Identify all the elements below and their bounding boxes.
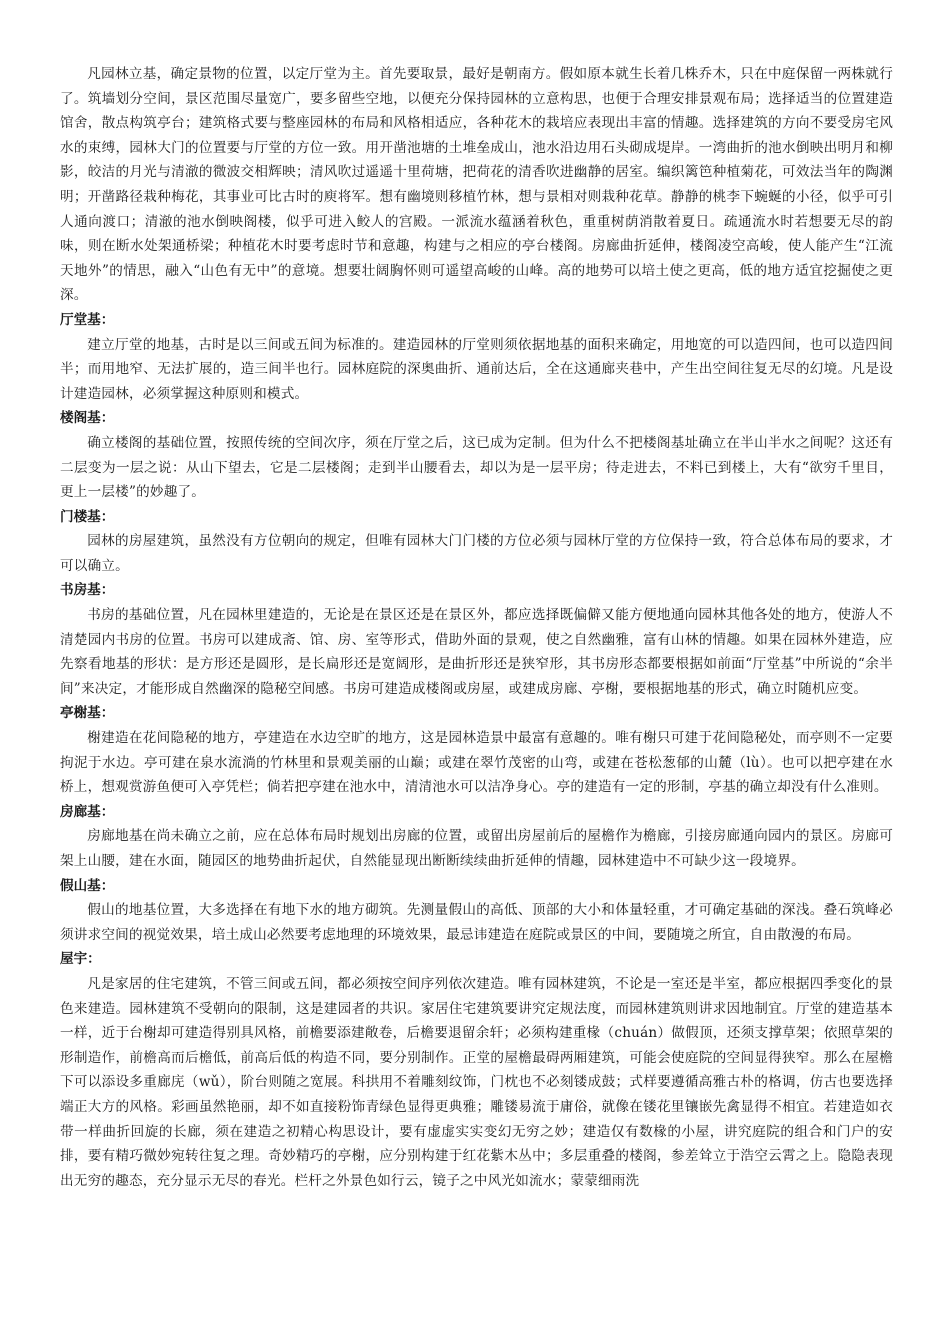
section-heading-rockery: 假山基： — [60, 877, 115, 894]
section-body-hall: 建立厅堂的地基，古时是以三间或五间为标准的。建造园林的厅堂则须依据地基的面积来确定，用地宽的可以造四间，也可以造四间半；而用地窄、无法扩展的，造三间半也行。园林庭院的深奥曲折、通前达后，全在这通廊夹巷中，产生出空间往复无尽的幻境。凡是设计建造园林，必须掌握这种原则和模式。 — [60, 336, 893, 402]
document-page — [60, 62, 893, 1193]
section-heading-pavilion-tower: 楼阁基： — [60, 410, 115, 427]
section-body-corridor: 房廊地基在尚未确立之前，应在总体布局时规划出房廊的位置，或留出房屋前后的屋檐作为檐廊，引接房廊通向园内的景区。房廊可架上山腰，建在水面，随园区的地势曲折起伏，自然能显现出断断续续曲折延伸的情趣，园林建造中不可缺少这一段境界。 — [60, 828, 893, 869]
section-body-pavilion-tower: 确立楼阁的基础位置，按照传统的空间次序，须在厅堂之后，这已成为定制。但为什么不把楼阁基址确立在半山半水之间呢？这还有二层变为一层之说：从山下望去，它是二层楼阁；走到半山腰看去，却以为是一层平房；待走进去，不料已到楼上，大有“欲穷千里目，更上一层楼”的妙趣了。 — [60, 434, 893, 501]
section-heading-hall: 厅堂基： — [60, 311, 115, 328]
section-body-gate-tower: 园林的房屋建筑，虽然没有方位朝向的规定，但唯有园林大门门楼的方位必须与园林厅堂的方位保持一致，符合总体布局的要求，才可以确立。 — [60, 533, 893, 574]
section-heading-gate-tower: 门楼基： — [60, 508, 115, 525]
section-body-buildings: 凡是家居的住宅建筑，不管三间或五间，都必须按空间序列依次建造。唯有园林建筑，不论是一室还是半室，都应根据四季变化的景色来建造。园林建筑不受朝向的限制，这是建园者的共识。家居住宅建筑要讲究定规法度，而园林建筑则讲求因地制宜。厅堂的建造基本一样，近于台榭却可建造得别具风格，前檐要添建敞卷，后檐要退留余轩；必须构建重椽（chuán）做假顶，还须支撑草架；依照草架的形制造作，前檐高而后檐低，前高后低的构造不同，要分别制作。正堂的屋檐最碍两厢建筑，可能会使庭院的空间显得狭窄。那么在屋檐下可以添设多重廊庑（wǔ），阶台则随之宽展。科拱用不着雕刻纹饰，门枕也不必刻镂成鼓；式样要遵循高雅古朴的格调，仿古也要选择端正大方的风格。彩画虽然艳丽，却不如直接粉饰青绿色显得更典雅；雕镂易流于庸俗，就像在镂花里镶嵌先禽显得不相宜。若建造如衣带一样曲折回旋的长廊，须在建造之初精心构思设计，要有虚虚实实变幻无穷之妙；建造仅有数椽的小屋，讲究庭院的组合和门户的安排，要有精巧微妙宛转往复之理。奇妙精巧的亭榭，应分别构建于红花紫木丛中；多层重叠的楼阁，参差耸立于浩空云霄之上。隐隐表现出无穷的趣态，充分显示无尽的春光。栏杆之外景色如行云，镜子之中风光如流水；蒙蒙细雨洗 — [60, 975, 893, 1189]
section-heading-kiosk: 亭榭基： — [60, 705, 115, 722]
section-heading-study: 书房基： — [60, 582, 115, 599]
section-body-kiosk: 榭建造在花间隐秘的地方，亭建造在水边空旷的地方，这是园林造景中最富有意趣的。唯有榭只可建于花间隐秘处，而亭则不一定要拘泥于水边。亭可建在泉水流淌的竹林里和景观美丽的山巅；或建在翠竹茂密的山弯，或建在苍松葱郁的山麓（lù）。也可以把亭建在水桥上，想观赏游鱼便可入亭凭栏；倘若把亭建在池水中，清清池水可以洁净身心。亭的建造有一定的形制，亭基的确立却没有什么准则。 — [60, 730, 893, 796]
section-body-rockery: 假山的地基位置，大多选择在有地下水的地方砌筑。先测量假山的高低、顶部的大小和体量轻重，才可确定基础的深浅。叠石筑峰必须讲求空间的视觉效果，培土成山必然要考虑地理的环境效果，最忌讳建造在庭院或景区的中间，要随境之所宜，自由散漫的布局。 — [60, 902, 893, 943]
section-heading-corridor: 房廊基： — [60, 803, 115, 820]
section-body-study: 书房的基础位置，凡在园林里建造的，无论是在景区还是在景区外，都应选择既偏僻又能方便地通向园林其他各处的地方，使游人不清楚园内书房的位置。书房可以建成斋、馆、房、室等形式，借助外面的景观，使之自然幽雅，富有山林的情趣。如果在园林外建造，应先察看地基的形状：是方形还是圆形，是长扁形还是宽阔形，是曲折形还是狭窄形，其书房形态都要根据如前面“厅堂基”中所说的“余半间”来决定，才能形成自然幽深的隐秘空间感。书房可建造成楼阁或房屋，或建成房廊、亭榭，要根据地基的形式，确立时随机应变。 — [60, 607, 893, 697]
intro-paragraph: 凡园林立基，确定景物的位置，以定厅堂为主。首先要取景，最好是朝南方。假如原本就生长着几株乔木，只在中庭保留一两株就行了。筑墙划分空间，景区范围尽量宽广，要多留些空地，以便充分保持园林的立意构思，也便于合理安排景观布局；选择适当的位置建造馆舍，散点构筑亭台；建筑格式要与整座园林的布局和风格相适应，各种花木的栽培应表现出丰富的情趣。选择建筑的方向不要受房宅风水的束缚，园林大门的位置要与厅堂的方位一致。用开凿池塘的土堆垒成山，池水沿边用石头砌成堤岸。一湾曲折的池水倒映出明月和柳影，皎洁的月光与清澈的微波交相辉映；清风吹过遥遥十里荷塘，把荷花的清香吹进幽静的居室。编织篱笆种植菊花，可效法当年的陶渊明；开凿路径栽种梅花，其事业可比古时的庾将军。想有幽境则移植竹林，想与景相对则栽种花草。静静的桃李下蜿蜒的小径，似乎可引人通向渡口；清澈的池水倒映阁楼，似乎可进入鲛人的宫殿。一派流水蕴涵着秋色，重重树荫消散着夏日。疏通流水时若想要无尽的韵味，则在断水处架通桥梁；种植花木时要考虑时节和意趣，构建与之相应的亭台楼阁。房廊曲折延伸，楼阁凌空高峻，使人能产生“江流天地外”的情思，融入“山色有无中”的意境。想要壮阔胸怀则可遥望高峻的山峰。高的地势可以培土使之更高，低的地方适宜挖掘使之更深。 — [60, 66, 893, 304]
section-heading-buildings: 屋宇： — [60, 951, 101, 968]
